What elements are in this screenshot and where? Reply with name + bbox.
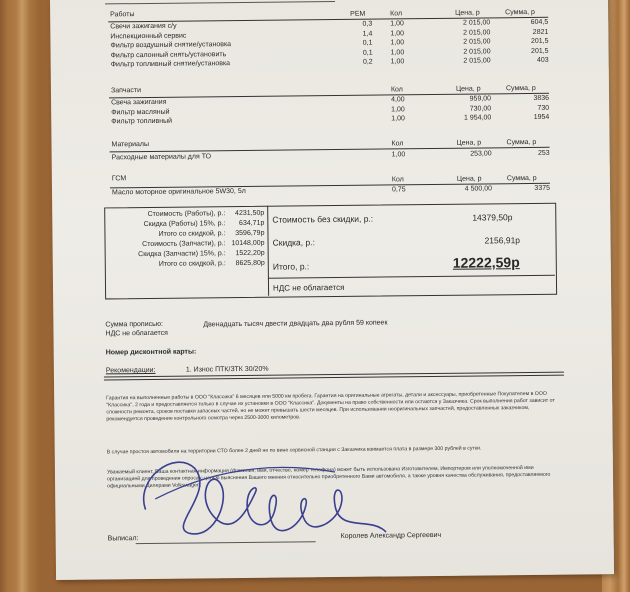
row-rem: 0,1	[362, 49, 373, 57]
row-sum: 201,5	[530, 47, 549, 55]
gsm-header-price: Цена, р	[456, 175, 482, 183]
parts-title: Запчасти	[110, 87, 142, 95]
row-price: 4 500,00	[464, 185, 493, 193]
row-sum: 604,5	[530, 18, 549, 26]
totals-left-label: Стоимость (Работы), р.:	[147, 210, 226, 218]
legal-storage: В случае простоя автомобиля на территории СТО более 2 дней не по вине сервисной станции с Заказчика взимается плата в размере 300 рублей в сутки.	[106, 445, 482, 456]
row-sum: 3836	[533, 94, 550, 102]
parts-header-sum: Сумма, р	[505, 84, 536, 93]
gsm-title: ГСМ	[111, 175, 127, 183]
discount-value: 2156,91р	[484, 235, 521, 246]
totals-left-label: Скидка (Запчасти) 15%, р.:	[138, 250, 226, 259]
no-discount-label: Стоимость без скидки, р.:	[272, 213, 374, 225]
row-qty: 1,00	[391, 105, 405, 113]
row-price: 2 015,00	[463, 28, 491, 37]
row-sum: 253	[537, 149, 550, 157]
row-qty: 1,00	[391, 115, 405, 123]
amount-words: Двенадцать тысяч двести двадцать два рубля 59 копеек	[203, 319, 388, 329]
works-title: Работы	[110, 11, 135, 19]
row-price: 2 015,00	[462, 19, 491, 27]
row-rem: 0,3	[362, 20, 373, 28]
row-name: Фильтр масляный	[111, 108, 170, 116]
row-qty: 1,00	[390, 58, 405, 66]
row-price: 2 015,00	[463, 47, 491, 56]
row-rem: 1,4	[362, 30, 373, 38]
row-price: 959,00	[469, 95, 492, 103]
row-qty: 1,00	[390, 39, 405, 47]
row-name: Фильтр салонный снять/установить	[110, 50, 227, 59]
materials-header-qty: Кол	[391, 140, 404, 148]
row-qty: 1,00	[390, 20, 404, 28]
recommendations-value: 1. Износ ПТК/ЗТК 30/20%	[185, 365, 269, 374]
recommendations-label: Рекомендации:	[105, 366, 156, 375]
row-sum: 730	[537, 104, 550, 112]
row-sum: 201,5	[530, 37, 549, 45]
top-divider	[105, 1, 335, 4]
row-qty: 1,00	[390, 48, 405, 56]
totals-left-value: 1522,20р	[235, 249, 265, 258]
totals-left-value: 4231,50р	[235, 209, 265, 218]
row-qty: 4,00	[391, 96, 405, 104]
row-name: Расходные материалы для ТО	[111, 153, 212, 162]
vat-line: НДС не облагается	[105, 329, 168, 338]
row-name: Свечи зажигания с/у	[110, 22, 177, 31]
no-discount-value: 14379,50р	[472, 212, 513, 223]
totals-left-label: Скидка (Работы) 15%, р.:	[143, 220, 226, 229]
works-header-price: Цена, р	[455, 9, 480, 17]
row-rem: 0,1	[362, 39, 373, 47]
totals-vat-note: НДС не облагается	[272, 282, 345, 293]
row-name: Фильтр топливный снятие/установка	[110, 60, 231, 69]
row-price: 253,00	[470, 150, 492, 158]
row-price: 2 015,00	[463, 57, 491, 65]
gsm-header-qty: Кол	[391, 176, 404, 184]
totals-left-label: Стоимость (Запчасти), р.:	[142, 240, 226, 249]
parts-header-qty: Кол	[390, 86, 403, 94]
materials-title: Материалы	[111, 140, 150, 149]
issued-name: Королев Александр Сергеевич	[340, 531, 442, 540]
legal-warranty: Гарантия на выполненные работы в ООО "Классика" 6 месяцев или 5000 км пробега. Гарантия на оригинальные агрегаты, детали и аксессуары, приобретенные Покупателем в ООО "Классика", 2 года и предоставляется только в случае их установки в ООО "Классика". Документы на право собственности или остаются у Заказчика. Срок выполнения работ зависит от сложности ремонта, сроков поставки запасных частей, но не может превышать шести месяцев. При использовании неоригинальных запчастей, предоставленных заказчиком, рекомендуется проведение контрольного осмотра через 2500-3000 километров.	[106, 390, 555, 423]
totals-left-label: Итого со скидкой, р.:	[158, 230, 226, 238]
row-name: Инспекционный сервис	[110, 32, 187, 40]
row-qty: 1,00	[390, 29, 405, 37]
works-header-rem: РЕМ	[350, 10, 366, 18]
row-sum: 403	[536, 56, 549, 64]
works-header-sum: Сумма, р	[505, 8, 535, 17]
row-price: 2 015,00	[463, 38, 491, 46]
row-price: 730,00	[469, 104, 492, 113]
discount-label: Скидка, р.:	[272, 237, 315, 248]
totals-left-value: 3596,79р	[235, 229, 265, 238]
row-name: Масло моторное оригинальное 5W30, 5л	[111, 187, 246, 197]
invoice-page	[50, 0, 614, 580]
row-name: Фильтр воздушный снятие/установка	[110, 41, 232, 50]
total-label: Итого, р.:	[272, 261, 310, 272]
discount-card-label: Номер дисконтной карты:	[105, 348, 197, 357]
works-header-qty: Кол	[390, 10, 403, 18]
gsm-header-sum: Сумма, р	[506, 174, 537, 183]
row-qty: 0,75	[391, 186, 406, 194]
issued-label: Выписал:	[107, 535, 139, 543]
totals-left-value: 634,71р	[239, 219, 265, 228]
row-name: Свеча зажигания	[111, 98, 167, 107]
totals-left-value: 8625,80р	[235, 259, 265, 268]
materials-header-sum: Сумма, р	[506, 138, 537, 147]
row-sum: 3375	[534, 184, 551, 192]
row-qty: 1,00	[391, 151, 406, 159]
row-rem: 0,2	[362, 58, 373, 66]
totals-left-value: 10148,00р	[231, 239, 265, 248]
materials-header-price: Цена, р	[456, 139, 482, 147]
total-value: 12222,59р	[452, 254, 520, 271]
legal-privacy: Уважаемый клиент, Ваша контактная информация (фамилия, имя, отчество, номер телефона) может быть использована Изготовителем, Импортером или уполномоченной ими организацией для проведения опроса с целью выяснения Вашего мнения относительно приобретенного Вами автомобиля, а также уровня качества обслуживания, предоставляемого официальными Дилерами Volkswagen.	[106, 464, 551, 490]
totals-left-label: Итого со скидкой, р.:	[158, 260, 226, 268]
row-sum: 2821	[532, 28, 549, 36]
row-name: Фильтр топливный	[111, 117, 173, 126]
row-sum: 1954	[533, 113, 550, 121]
amount-words-label: Сумма прописью:	[105, 320, 164, 329]
row-price: 1 954,00	[463, 114, 492, 122]
parts-header-price: Цена, р	[455, 85, 481, 93]
